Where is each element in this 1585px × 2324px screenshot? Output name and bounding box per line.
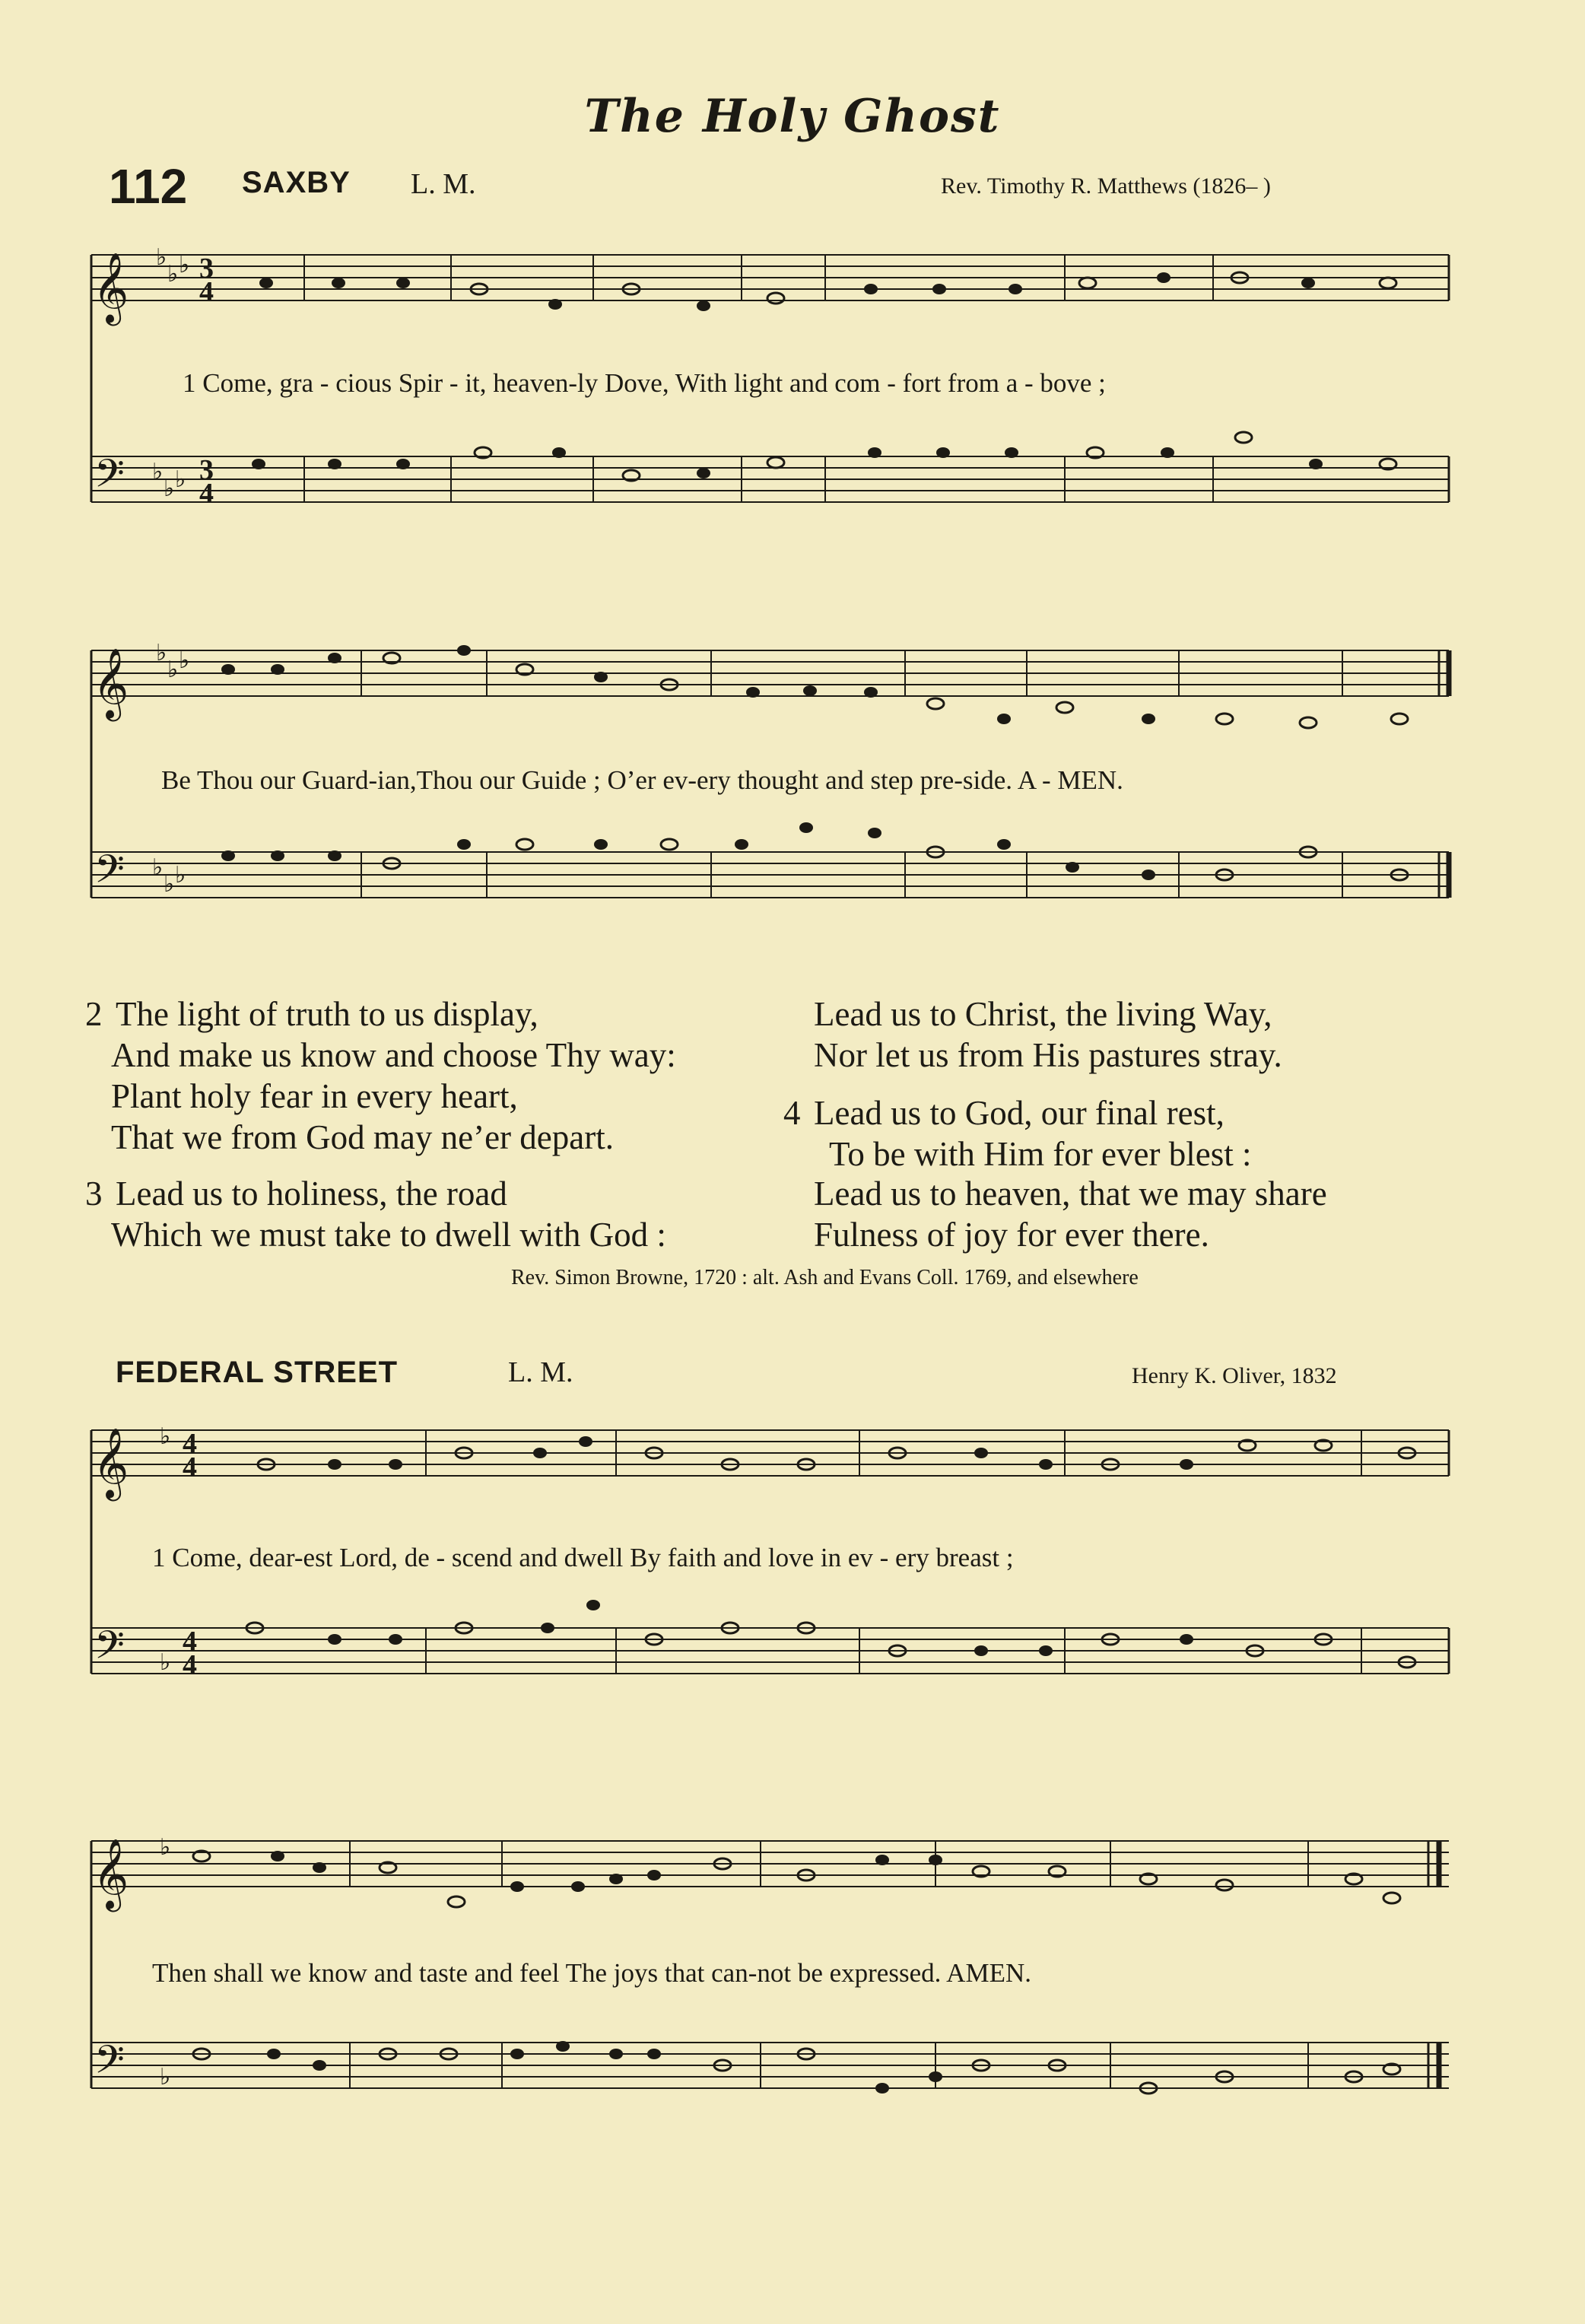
text-credit: Rev. Simon Browne, 1720 : alt. Ash and Evans Coll. 1769, and elsewhere	[511, 1266, 1139, 1289]
bass-clef-icon: 𝄢	[94, 2036, 125, 2092]
lyrics-saxby-line-2: Be Thou our Guard-ian,Thou our Guide ; O’er ev-ery thought and step pre-side. A - MEN.	[161, 765, 1123, 795]
time-signature-bottom: 4	[183, 1451, 197, 1483]
bass-clef-icon: 𝄢	[94, 846, 125, 901]
svg-text:♭: ♭	[156, 640, 167, 666]
staff-saxby-2-treble	[91, 650, 1449, 696]
svg-text:♭: ♭	[160, 1423, 171, 1450]
svg-text:♭: ♭	[160, 1649, 171, 1676]
treble-clef-icon: 𝄞	[93, 1427, 129, 1498]
svg-text:♭: ♭	[152, 459, 164, 485]
verse-2-line-1: The light of truth to us display,	[116, 995, 538, 1033]
staff-federal-1-treble	[91, 1430, 1449, 1476]
lyrics-federal-line-1: 1 Come, dear-est Lord, de - scend and dwell By faith and love in ev - ery breast ;	[152, 1543, 1014, 1572]
time-signature-top: 3	[199, 253, 214, 285]
svg-text:♭: ♭	[152, 854, 164, 881]
time-signature-bottom: 4	[199, 276, 214, 308]
key-signature-flats	[152, 244, 189, 2090]
treble-clef-icon: 𝄞	[93, 252, 129, 323]
time-signature-bottom: 4	[199, 478, 214, 510]
svg-text:♭: ♭	[160, 1834, 171, 1861]
verse-3-line-3: Lead us to Christ, the living Way,	[814, 995, 1272, 1033]
verse-3-line-1: Lead us to holiness, the road	[116, 1175, 507, 1213]
treble-clef-icon: 𝄞	[93, 1838, 129, 1909]
lyrics-saxby-line-1: 1 Come, gra - cious Spir - it, heaven-ly Dove, With light and com - fort from a - bove ;	[183, 368, 1106, 398]
verse-2-number: 2	[85, 995, 103, 1033]
svg-text:♭: ♭	[179, 647, 190, 674]
verse-3-line-4: Nor let us from His pastures stray.	[814, 1036, 1282, 1074]
hymn-number: 112	[109, 159, 188, 214]
svg-text:♭: ♭	[160, 2064, 171, 2090]
verse-3-number: 3	[85, 1175, 103, 1213]
composer-federal-street: Henry K. Oliver, 1832	[1132, 1363, 1337, 1388]
meter-saxby: L. M.	[411, 168, 476, 200]
meter-federal-street: L. M.	[508, 1356, 573, 1388]
staff-saxby-1-bass	[91, 456, 1449, 502]
time-signature-bottom: 4	[183, 1649, 197, 1681]
bass-clef-icon: 𝄢	[94, 450, 125, 506]
composer-saxby: Rev. Timothy R. Matthews (1826– )	[941, 173, 1271, 199]
notes-saxby-2	[221, 645, 1408, 880]
verse-2-line-4: That we from God may ne’er depart.	[111, 1118, 614, 1156]
bass-clef-icon: 𝄢	[94, 1622, 125, 1677]
verse-3-line-2: Which we must take to dwell with God :	[111, 1216, 666, 1254]
svg-text:♭: ♭	[175, 466, 186, 493]
time-signature-top: 4	[183, 1428, 197, 1460]
svg-text:♭: ♭	[156, 244, 167, 271]
lyrics-federal-line-2: Then shall we know and taste and feel The joys that can-not be expressed. AMEN.	[152, 1958, 1031, 1988]
staff-federal-2-treble	[91, 1841, 1449, 1887]
tune-name-saxby: SAXBY	[242, 166, 351, 199]
treble-clef-icon: 𝄞	[93, 647, 129, 718]
verse-4-line-3: Lead us to heaven, that we may share	[814, 1175, 1327, 1213]
svg-text:♭: ♭	[179, 252, 190, 278]
verse-4-number: 4	[783, 1094, 801, 1132]
verse-4-line-2: To be with Him for ever blest :	[829, 1135, 1252, 1173]
verse-4-line-4: Fulness of joy for ever there.	[814, 1216, 1209, 1254]
time-signature-top: 4	[183, 1626, 197, 1658]
verse-2-line-3: Plant holy fear in every heart,	[111, 1077, 518, 1115]
staff-saxby-2-bass	[91, 852, 1449, 898]
verse-2-line-2: And make us know and choose Thy way:	[111, 1036, 676, 1074]
svg-text:♭: ♭	[164, 475, 175, 502]
svg-text:♭: ♭	[175, 862, 186, 889]
verse-4-line-1: Lead us to God, our final rest,	[814, 1094, 1224, 1132]
time-signature-top: 3	[199, 454, 214, 486]
svg-text:♭: ♭	[164, 871, 175, 898]
svg-text:♭: ♭	[167, 657, 179, 683]
page-header: The Holy Ghost	[584, 90, 1001, 143]
svg-text:♭: ♭	[167, 261, 179, 288]
staff-federal-2-bass	[91, 2043, 1449, 2088]
staff-federal-1-bass	[91, 1628, 1449, 1674]
tune-name-federal-street: FEDERAL STREET	[116, 1356, 399, 1389]
